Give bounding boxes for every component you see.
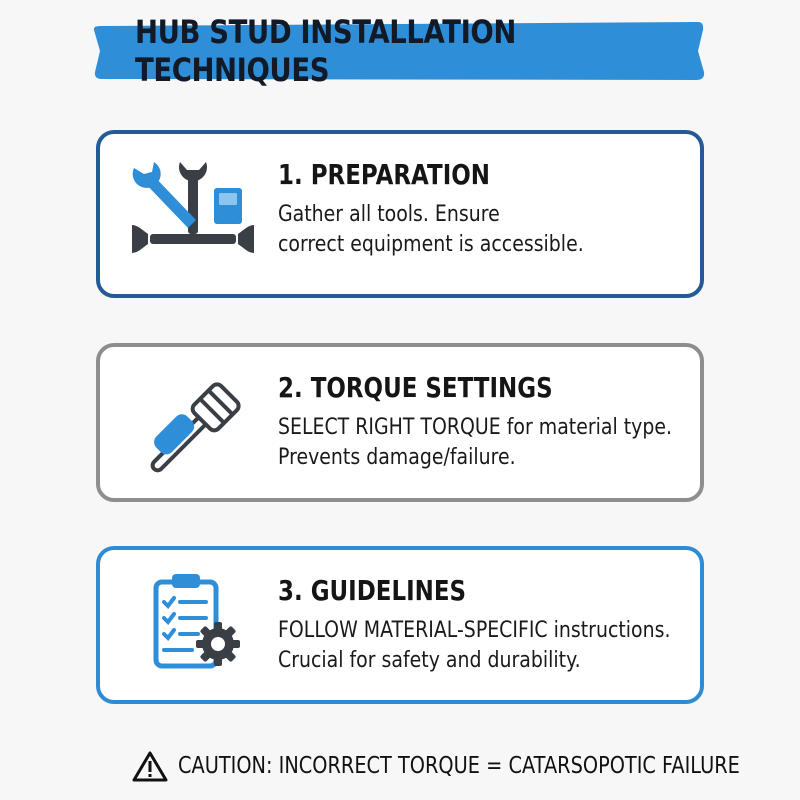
step-heading: 1. PREPARATION (278, 158, 490, 191)
step-description-line: Gather all tools. Ensure (278, 202, 500, 227)
step-description (278, 413, 672, 473)
wrench-tools-icon (132, 158, 254, 268)
warning-triangle-icon (132, 750, 168, 782)
step-card-guidelines (96, 546, 704, 704)
page-title: HUB STUD INSTALLATION TECHNIQUES (134, 13, 516, 89)
step-description-line: FOLLOW MATERIAL-SPECIFIC instructions. (278, 618, 671, 643)
caution-text: CAUTION: INCORRECT TORQUE = CATARSOPOTIC FAILURE (178, 753, 740, 779)
clipboard-gear-icon (132, 568, 254, 678)
title-banner (92, 13, 706, 89)
step-card-preparation (96, 130, 704, 298)
step-heading: 2. TORQUE SETTINGS (278, 371, 553, 404)
step-description-line: correct equipment is accessible. (278, 232, 584, 257)
step-card-torque-settings (96, 343, 704, 502)
step-description-line: SELECT RIGHT TORQUE for material type. (278, 415, 673, 440)
caution-notice (132, 746, 800, 786)
torque-wrench-icon (132, 375, 254, 485)
step-description-line: Crucial for safety and durability. (278, 648, 581, 673)
step-description (278, 616, 670, 676)
step-heading: 3. GUIDELINES (278, 574, 467, 607)
step-description (278, 200, 584, 260)
step-description-line: Prevents damage/failure. (278, 445, 516, 470)
